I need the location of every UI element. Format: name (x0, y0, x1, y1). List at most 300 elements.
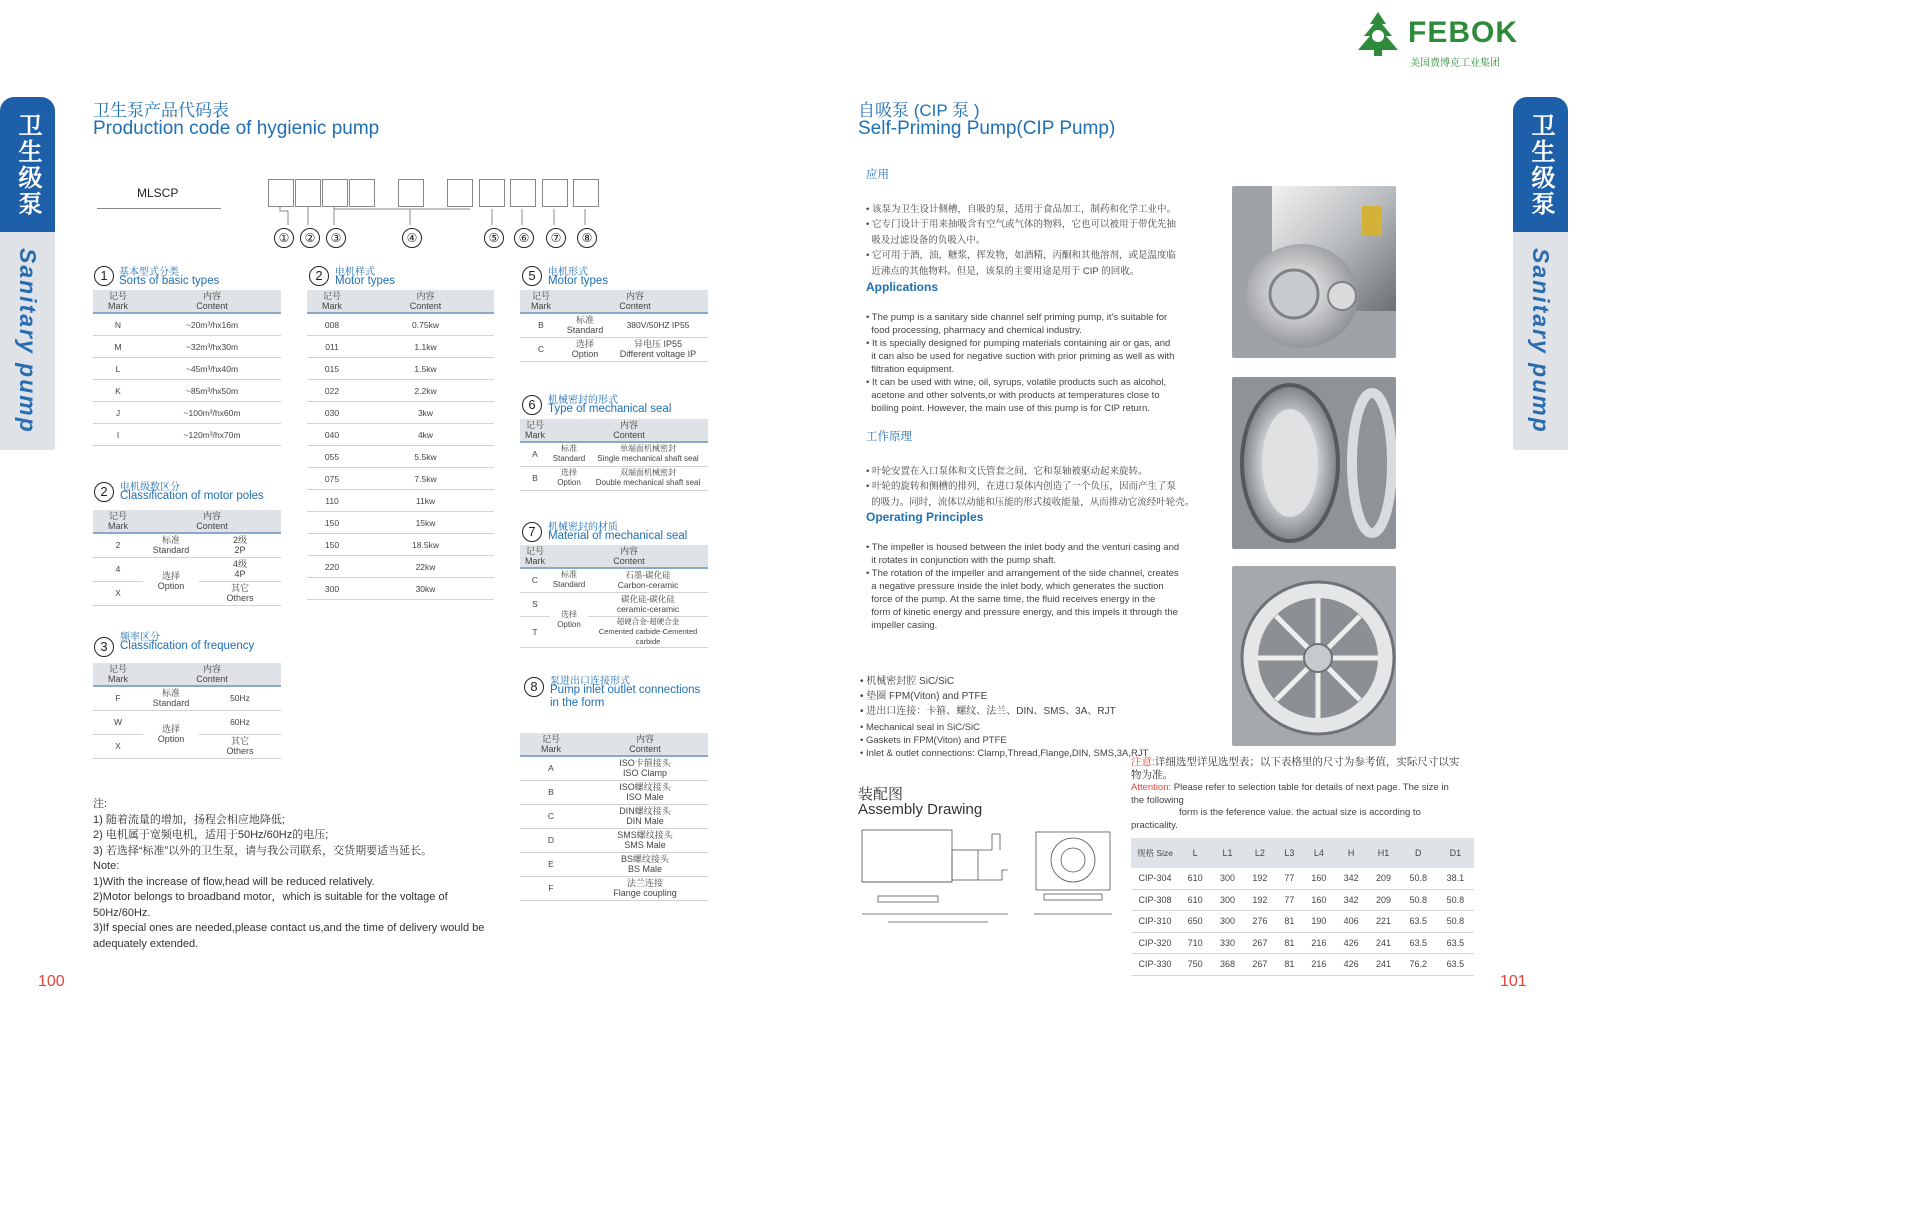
bullet-line: • 叶轮安置在入口泵体和文氏管套之间，它和泵轴被驱动起来旋转。 (866, 465, 1148, 477)
connections-table (520, 733, 708, 901)
section-title-cn: 机械密封的形式 (548, 395, 618, 406)
col-mark-cn: 记号 (531, 291, 550, 301)
col-mark-en: Mark (531, 301, 551, 311)
attention-cn-text-2: 物为准。 (1131, 769, 1173, 781)
note-line: 3) 若选择“标准”以外的卫生泵，请与我公司联系，交货期要适当延长。 (93, 844, 433, 857)
cell: W (93, 710, 143, 734)
cell: 300 (1211, 911, 1243, 933)
code-box (479, 179, 505, 207)
cell: ISO卡箍接头 (619, 758, 671, 769)
bullet-line: acetone and other solvents,or with products at temperatures close to (866, 390, 1160, 401)
side-tab-en: Sanitary pump (15, 248, 41, 434)
col-mark-en: Mark (108, 301, 128, 311)
cell: C (520, 337, 562, 361)
note-line: 3)If special ones are needed,please contact us,and the time of delivery would be (93, 922, 485, 934)
col-mark-en: Mark (108, 674, 128, 684)
cell: T (520, 616, 550, 647)
code-num: ⑥ (514, 228, 534, 248)
cell: 标准 (575, 315, 594, 326)
code-box (268, 179, 294, 207)
cell: 63.5 (1400, 932, 1437, 954)
cell: Option (557, 619, 581, 629)
motor-form-table (520, 290, 708, 362)
cell: Different voltage IP (619, 349, 697, 359)
code-prefix-line (97, 208, 221, 209)
cell: 50.8 (1437, 889, 1474, 911)
cell: 075 (307, 468, 357, 490)
cell: 368 (1211, 954, 1243, 976)
cell: 008 (307, 313, 357, 336)
cell: 标准 (561, 570, 577, 580)
cell: J (93, 402, 143, 424)
table-row (307, 490, 494, 512)
side-tab-en: Sanitary pump (1528, 248, 1554, 434)
bullet-line: • 该泵为卫生设计侧槽，自吸的泵，适用于食品加工，制药和化学工业中。 (866, 203, 1176, 215)
cell: 50.8 (1400, 889, 1437, 911)
col-content-en: Content (196, 521, 228, 531)
cell: L (93, 358, 143, 380)
cell: 其它 (230, 736, 249, 746)
left-side-tab (0, 97, 55, 450)
cell: M (93, 336, 143, 358)
table-row (520, 568, 708, 592)
bullet-line: 近沸点的其他物料。但是，该泵的主要用途是用于 CIP 的回收。 (866, 265, 1140, 277)
bullet-line: a negative pressure inside the inlet body, which generates the suction (866, 581, 1164, 592)
cell: K (93, 380, 143, 402)
brand-tagline: 美国费博克工业集团 (1410, 58, 1500, 69)
cell: X (93, 734, 143, 758)
cell: I (93, 424, 143, 446)
section-title-en: Type of mechanical seal (548, 403, 672, 415)
cell: Option (157, 581, 185, 591)
materials-en (860, 708, 1148, 773)
bullet-line: form of kinetic energy and pressure energy, and this impels it through the (866, 607, 1178, 618)
table-row (307, 313, 494, 336)
spec-col: L2 (1244, 838, 1276, 868)
table-row (93, 686, 281, 710)
cell: 1.5kw (357, 358, 494, 380)
cell: 406 (1335, 911, 1367, 933)
attention-en-text: Please refer to selection table for details of next page. The size in (1171, 782, 1449, 793)
cell: 022 (307, 380, 357, 402)
motor-poles-table (93, 510, 281, 606)
cell: 标准 (561, 444, 577, 454)
note-line: adequately extended. (93, 937, 199, 950)
cell: 380V/50HZ IP55 (608, 313, 708, 337)
bullet-line: • Gaskets in FPM(Viton) and PTFE (860, 735, 1007, 746)
cell: 0.75kw (357, 313, 494, 336)
cell: 其它 (230, 583, 249, 593)
col-content-cn: 内容 (619, 546, 638, 556)
cell: 50.8 (1437, 911, 1474, 933)
bullet-line: • It can be used with wine, oil, syrups, volatile products such as alcohol, (866, 377, 1167, 388)
cell: CIP-310 (1131, 911, 1179, 933)
cell: 标准 (161, 535, 180, 546)
cell: 22kw (357, 556, 494, 578)
bullet-line: • 叶轮的旋转和侧槽的排列，在进口泵体内创造了一个负压，因而产生了泵 (866, 481, 1176, 492)
cell: B (520, 466, 550, 490)
cell: X (93, 581, 143, 605)
cell: 342 (1335, 889, 1367, 911)
table-row (307, 402, 494, 424)
spec-col: D1 (1437, 838, 1474, 868)
bullet-line: force of the pump. At the same time, the fluid receives energy in the (866, 594, 1156, 605)
section-title-en: Pump inlet outlet connections (550, 684, 701, 696)
cell: ~32m³/hx30m (143, 336, 281, 358)
cell: 040 (307, 424, 357, 446)
bullet-line: • 它专门设计于用来抽吸含有空气或气体的物料，它也可以被用于带优先抽 (866, 219, 1176, 230)
page-number-left: 100 (38, 973, 65, 990)
cell: 610 (1179, 889, 1211, 911)
cell: 77 (1276, 889, 1303, 911)
notes (93, 797, 484, 952)
side-tab-cn: 卫生级泵 (14, 112, 41, 217)
table-row (93, 557, 281, 581)
cell: 030 (307, 402, 357, 424)
cell: ISO螺纹接头 (619, 782, 671, 792)
cell: 4P (234, 569, 246, 579)
table-row (93, 313, 281, 336)
table-row (1131, 954, 1474, 976)
cell: 160 (1303, 889, 1335, 911)
section-number: 1 (94, 266, 114, 286)
brand-name: FEBOK (1408, 16, 1518, 49)
cell: 碳化硅-碳化硅 (621, 594, 675, 604)
cell: 190 (1303, 911, 1335, 933)
note-line: 1)With the increase of flow,head will be reduced relatively. (93, 875, 375, 888)
cell: 241 (1367, 932, 1399, 954)
section-title-cn: 频率区分 (120, 632, 160, 643)
cell: 标准 (161, 688, 180, 699)
col-mark-cn: 记号 (525, 546, 544, 556)
bullet-line: it can also be used for negative suction with prior priming as well as with (866, 351, 1175, 362)
section-number: 7 (522, 522, 542, 542)
cell: 209 (1367, 889, 1399, 911)
right-side-tab (1513, 97, 1568, 450)
table-row (520, 592, 708, 616)
code-box (295, 179, 321, 207)
cell: ~85m³/hx50m (143, 380, 281, 402)
op-en-text (866, 528, 1179, 645)
cell: 11kw (357, 490, 494, 512)
table-row (1131, 889, 1474, 911)
cell: Carbon-ceramic (617, 580, 679, 591)
cell: ~20m³/hx16m (143, 313, 281, 336)
table-row (307, 336, 494, 358)
section-number: 8 (524, 677, 544, 697)
cell: 216 (1303, 954, 1335, 976)
cell: 2.2kw (357, 380, 494, 402)
cell: B (520, 313, 562, 337)
bullet-line: it rotates in conjunction with the pump shaft. (866, 555, 1057, 566)
cell: SMS螺纹接头 (617, 830, 673, 840)
cell: ISO Male (626, 792, 664, 802)
cell: Others (226, 746, 254, 756)
side-tab-cn: 卫生级泵 (1527, 112, 1554, 217)
section-number: 5 (522, 266, 542, 286)
cell: 150 (307, 534, 357, 556)
cell: 3kw (357, 402, 494, 424)
section-title-en: Classification of motor poles (120, 490, 264, 502)
section-title-cn: 基本型式分类 (119, 267, 179, 278)
bullet-line: boiling point. However, the main use of this pump is for CIP return. (866, 403, 1150, 414)
cell: Standard (566, 325, 604, 336)
cell: 异电压 IP55 (633, 339, 682, 349)
logo (1352, 10, 1517, 70)
cell: 选择 (575, 339, 594, 349)
code-box (510, 179, 536, 207)
col-mark-cn: 记号 (108, 664, 127, 674)
table-row (1131, 868, 1474, 889)
col-mark-en: Mark (525, 430, 545, 440)
basic-types-table (93, 290, 281, 446)
mechanical-seal-type-table (520, 419, 708, 491)
cell: 300 (1211, 868, 1243, 889)
cell: 110 (307, 490, 357, 512)
table-row (93, 402, 281, 424)
cell: F (520, 876, 582, 900)
note-line: 1) 随着流量的增加，扬程会相应地降低; (93, 813, 285, 826)
col-content-cn: 内容 (625, 291, 644, 301)
cell: ~120m³/hx70m (143, 424, 281, 446)
cell: E (520, 852, 582, 876)
table-row (520, 828, 708, 852)
table-row (520, 313, 708, 337)
cell: CIP-330 (1131, 954, 1179, 976)
cell: 选择 (561, 609, 577, 619)
cell: Standard (552, 454, 586, 464)
table-row (1131, 911, 1474, 933)
right-title-cn: 自吸泵 (CIP 泵 ) (858, 101, 980, 120)
cell: 38.1 (1437, 868, 1474, 889)
cell: 76.2 (1400, 954, 1437, 976)
bullet-line: • It is specially designed for pumping materials containing air or gas, and (866, 338, 1171, 349)
col-content-cn: 内容 (619, 420, 638, 430)
code-num: ④ (402, 228, 422, 248)
cell: DIN螺纹接头 (619, 806, 671, 816)
frequency-table (93, 663, 281, 759)
cell: 342 (1335, 868, 1367, 889)
cell: 30kw (357, 578, 494, 600)
app-en-heading: Applications (866, 280, 939, 294)
col-content-en: Content (409, 301, 442, 311)
col-mark-cn: 记号 (525, 420, 544, 430)
spec-col: L1 (1211, 838, 1243, 868)
pump-photo (1232, 186, 1396, 358)
cell: 055 (307, 446, 357, 468)
table-row (93, 358, 281, 380)
cell: 220 (307, 556, 357, 578)
cell: ~100m³/hx60m (143, 402, 281, 424)
col-mark-cn: 记号 (108, 291, 127, 301)
spec-col: H1 (1367, 838, 1399, 868)
tree-logo-icon (1352, 10, 1404, 58)
attention-cn-label: 注意: (1131, 756, 1155, 768)
cell: 石墨-碳化硅 (625, 570, 671, 581)
table-row (307, 468, 494, 490)
right-title-en: Self-Priming Pump(CIP Pump) (858, 118, 1116, 139)
cell: 63.5 (1400, 911, 1437, 933)
section-title-en: Sorts of basic types (119, 275, 220, 287)
col-content-cn: 内容 (202, 664, 221, 674)
bullet-line: • 它可用于酒，油，糖浆，挥发物，如酒精，丙酮和其他溶剂，或是温度临 (866, 250, 1176, 261)
cell: Others (226, 593, 254, 603)
spec-col: H (1335, 838, 1367, 868)
section-title-en: Motor types (548, 275, 609, 287)
section-number: 3 (94, 637, 114, 657)
cell: 011 (307, 336, 357, 358)
table-row (520, 466, 708, 490)
cell: 77 (1276, 868, 1303, 889)
col-content-en: Content (196, 301, 228, 311)
cell: Standard (152, 698, 190, 709)
motor-types-table (307, 290, 494, 600)
cell: 50.8 (1400, 868, 1437, 889)
cell: 1.1kw (357, 336, 494, 358)
bullet-line: • Inlet & outlet connections: Clamp,Thread,Flange,DIN, SMS,3A,RJT (860, 748, 1149, 759)
code-num: ② (300, 228, 320, 248)
cell: 192 (1244, 868, 1276, 889)
section-title-cn: 电机样式 (335, 267, 375, 278)
cell: 选择 (161, 571, 180, 581)
cell: 60Hz (199, 710, 281, 734)
table-row (93, 336, 281, 358)
cell: 选择 (161, 724, 180, 734)
cell: ISO Clamp (622, 768, 667, 779)
attention-en-text-3: form is the feference value. the actual size is according to (1179, 807, 1421, 818)
cell: 4级 (232, 559, 247, 569)
bullet-line: • The impeller is housed between the inlet body and the venturi casing and (866, 542, 1180, 553)
bullet-line: • The pump is a sanitary side channel self priming pump, it's suitable for (866, 312, 1168, 323)
cell: 276 (1244, 911, 1276, 933)
cell: 015 (307, 358, 357, 380)
cell: 300 (307, 578, 357, 600)
left-title-cn: 卫生泵产品代码表 (93, 101, 229, 120)
col-mark-en: Mark (108, 521, 128, 531)
section-title-cn: 泵进出口连接形式 (550, 676, 630, 687)
table-row (307, 512, 494, 534)
table-row (520, 780, 708, 804)
note-line: 50Hz/60Hz. (93, 906, 151, 919)
cell: 4kw (357, 424, 494, 446)
code-box (322, 179, 348, 207)
section-title-en: Classification of frequency (120, 640, 255, 652)
cell: 426 (1335, 954, 1367, 976)
table-row (93, 380, 281, 402)
cell: Option (571, 349, 599, 359)
cell: 法兰连接 (626, 878, 663, 888)
cell: 15kw (357, 512, 494, 534)
table-row (520, 804, 708, 828)
page-number-right: 101 (1500, 973, 1527, 990)
table-row (520, 756, 708, 780)
col-mark-en: Mark (525, 556, 545, 566)
col-content-cn: 内容 (635, 734, 654, 744)
table-row (520, 337, 708, 361)
spec-col-size: 规格 Size (1131, 838, 1179, 868)
code-box (447, 179, 473, 207)
cell: 7.5kw (357, 468, 494, 490)
note-line: 2)Motor belongs to broadband motor，which is suitable for the voltage of (93, 891, 448, 903)
cell: 超硬合金-超硬合金 (616, 616, 680, 626)
section-number: 2 (94, 482, 114, 502)
cell: 300 (1211, 889, 1243, 911)
col-content-en: Content (629, 744, 661, 754)
table-row (93, 533, 281, 557)
cell: C (520, 804, 582, 828)
cell: 选择 (561, 468, 577, 477)
cell: 750 (1179, 954, 1211, 976)
cell: 81 (1276, 932, 1303, 954)
bullet-line: • Mechanical seal in SiC/SiC (860, 722, 981, 733)
cell: BS螺纹接头 (620, 854, 669, 864)
cell: 209 (1367, 868, 1399, 889)
bullet-line: filtration equipment. (866, 364, 955, 375)
col-content-en: Content (196, 674, 228, 684)
code-box (573, 179, 599, 207)
code-num: ⑧ (577, 228, 597, 248)
table-row (520, 442, 708, 466)
cell: 160 (1303, 868, 1335, 889)
cell: 单端面机械密封 (620, 444, 676, 454)
note-line: Note: (93, 860, 120, 872)
cell: CIP-320 (1131, 932, 1179, 954)
cell: DIN Male (626, 816, 664, 826)
cell: Option (557, 478, 581, 487)
cell: 241 (1367, 954, 1399, 976)
cell: SMS Male (624, 840, 666, 850)
code-box (349, 179, 375, 207)
cell: 2 (93, 533, 143, 557)
cell: ceramic-ceramic (616, 604, 680, 614)
cell: 267 (1244, 954, 1276, 976)
app-en-text (866, 298, 1174, 428)
cell: S (520, 592, 550, 616)
cell: 710 (1179, 932, 1211, 954)
table-row (307, 556, 494, 578)
cell: Standard (552, 580, 586, 590)
table-row (520, 852, 708, 876)
cell: D (520, 828, 582, 852)
cell: A (520, 756, 582, 780)
table-row (520, 616, 708, 647)
cell: 4 (93, 557, 143, 581)
cell: 150 (307, 512, 357, 534)
spec-col: D (1400, 838, 1437, 868)
section-title-en: Material of mechanical seal (548, 530, 688, 542)
section-title-en-2: in the form (550, 697, 605, 709)
cell: Double mechanical shaft seal (595, 478, 701, 487)
note-line: 2) 电机属于宽频电机，适用于50Hz/60Hz的电压; (93, 829, 329, 841)
attention-en-label: Attention: (1131, 782, 1172, 793)
cell: 330 (1211, 932, 1243, 954)
cell: Standard (152, 545, 190, 556)
code-num: ③ (326, 228, 346, 248)
assembly-title-cn: 装配图 (858, 786, 904, 803)
mechanical-seal-material-table (520, 545, 708, 648)
op-en-heading: Operating Principles (866, 510, 984, 524)
cell: Option (157, 734, 185, 744)
op-cn-heading: 工作原理 (866, 431, 912, 443)
cell: Cemented carbide-Cemented carbide (598, 626, 698, 646)
attention-en-text-2: the following (1131, 794, 1184, 806)
note-line: 注: (93, 798, 108, 810)
cell: C (520, 568, 550, 592)
col-mark-en: Mark (322, 301, 342, 311)
bullet-line: • The rotation of the impeller and arrangement of the side channel, creates (866, 568, 1179, 579)
app-cn-text (866, 186, 1176, 295)
section-number: 2 (309, 266, 329, 286)
